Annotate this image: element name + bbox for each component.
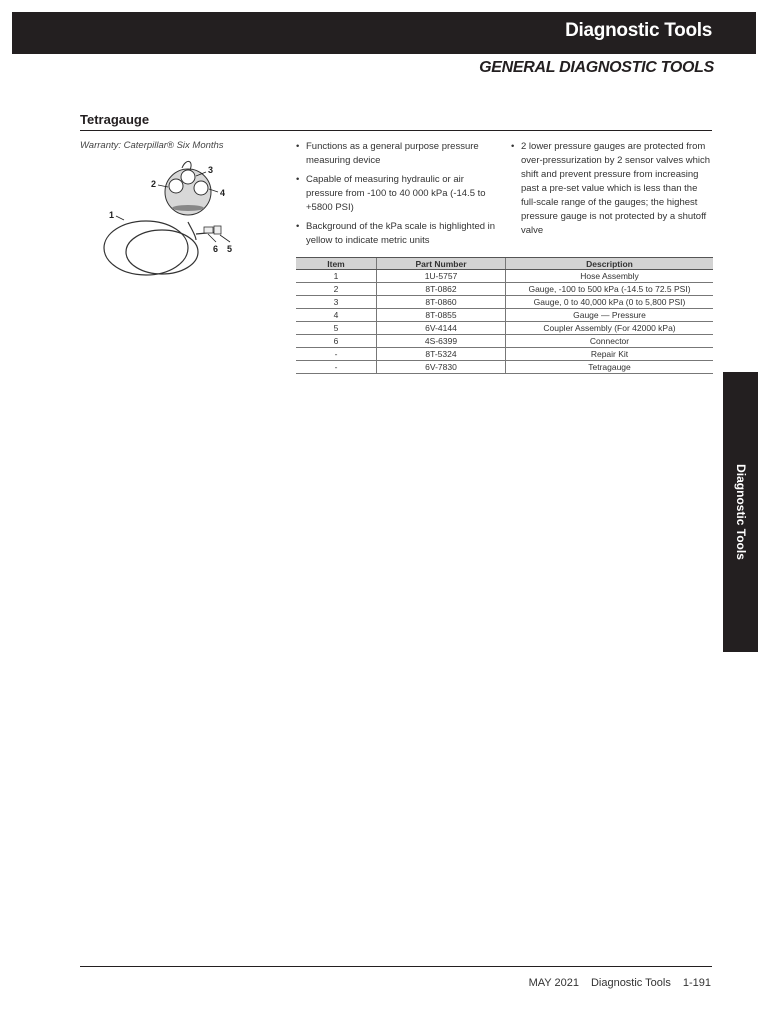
- warranty-text: Warranty: Caterpillar® Six Months: [80, 140, 224, 151]
- section-heading: GENERAL DIAGNOSTIC TOOLS: [479, 59, 714, 76]
- column-header-item: Item: [296, 258, 377, 270]
- product-title: Tetragauge: [80, 112, 150, 127]
- callout-6: 6: [213, 244, 219, 254]
- description-cell: Connector: [506, 335, 714, 348]
- description-cell: Gauge — Pressure: [506, 309, 714, 322]
- header-bar: [12, 12, 756, 54]
- footer-section: Diagnostic Tools: [590, 977, 671, 989]
- column-header-description: Description: [506, 258, 714, 270]
- table-row: [296, 309, 713, 322]
- section-divider: [80, 130, 712, 131]
- section-side-tab: [723, 372, 758, 652]
- table-row: [296, 296, 713, 309]
- part-number-cell: 6V-7830: [377, 361, 506, 374]
- footer-divider: [80, 966, 712, 967]
- side-tab-label: Diagnostic Tools: [733, 464, 748, 560]
- part-number-cell: 8T-5324: [377, 348, 506, 361]
- table-row: [296, 335, 713, 348]
- column-header-part-number: Part Number: [377, 258, 506, 270]
- feature-item: • Capable of measuring hydraulic or air pressure from -100 to 40 000 kPa (-14.5 to +5800 PSI): [296, 173, 496, 215]
- table-header-row: [296, 258, 713, 270]
- gauge-manifold: [165, 169, 211, 215]
- feature-item: • Background of the kPa scale is highlighted in yellow to indicate metric units: [296, 220, 496, 248]
- page-title: Diagnostic Tools: [565, 20, 712, 41]
- part-number-cell: 8T-0855: [377, 309, 506, 322]
- description-cell: Hose Assembly: [506, 270, 714, 283]
- page-footer: [529, 977, 711, 989]
- item-cell: -: [296, 361, 377, 374]
- callout-4: 4: [220, 188, 226, 198]
- description-cell: Repair Kit: [506, 348, 714, 361]
- part-number-cell: 1U-5757: [377, 270, 506, 283]
- feature-item: • Functions as a general purpose pressure measuring device: [296, 140, 496, 168]
- item-cell: -: [296, 348, 377, 361]
- description-cell: Gauge, -100 to 500 kPa (-14.5 to 72.5 PSI): [506, 283, 714, 296]
- description-cell: Tetragauge: [506, 361, 714, 374]
- part-number-cell: 4S-6399: [377, 335, 506, 348]
- feature-list-right: [511, 140, 711, 243]
- table-row: [296, 348, 713, 361]
- callout-1: 1: [109, 210, 115, 220]
- item-cell: 5: [296, 322, 377, 335]
- item-cell: 4: [296, 309, 377, 322]
- parts-table: [296, 257, 713, 374]
- coupler-fitting: [204, 226, 221, 234]
- page-number: 1-191: [682, 977, 711, 989]
- tetragauge-illustration: [100, 158, 260, 278]
- item-cell: 2: [296, 283, 377, 296]
- callout-2: 2: [151, 179, 157, 189]
- table-row: [296, 361, 713, 374]
- item-cell: 3: [296, 296, 377, 309]
- part-number-cell: 6V-4144: [377, 322, 506, 335]
- description-cell: Coupler Assembly (For 42000 kPa): [506, 322, 714, 335]
- feature-item: • 2 lower pressure gauges are protected from over-pressurization by 2 sensor valves which shift and prevent pressure from increasing past a pre-set value which is less than the full-scale range of the gauges; the highest pressure gauge is not protected by a shutoff valve: [511, 140, 711, 238]
- table-row: [296, 322, 713, 335]
- item-cell: 6: [296, 335, 377, 348]
- part-number-cell: 8T-0862: [377, 283, 506, 296]
- table-row: [296, 270, 713, 283]
- callout-5: 5: [227, 244, 233, 254]
- feature-list-left: [296, 140, 496, 253]
- table-row: [296, 283, 713, 296]
- footer-date: MAY 2021: [528, 977, 579, 989]
- callout-3: 3: [208, 165, 214, 175]
- part-number-cell: 8T-0860: [377, 296, 506, 309]
- hose-loop-outer: [104, 221, 188, 275]
- description-cell: Gauge, 0 to 40,000 kPa (0 to 5,800 PSI): [506, 296, 714, 309]
- item-cell: 1: [296, 270, 377, 283]
